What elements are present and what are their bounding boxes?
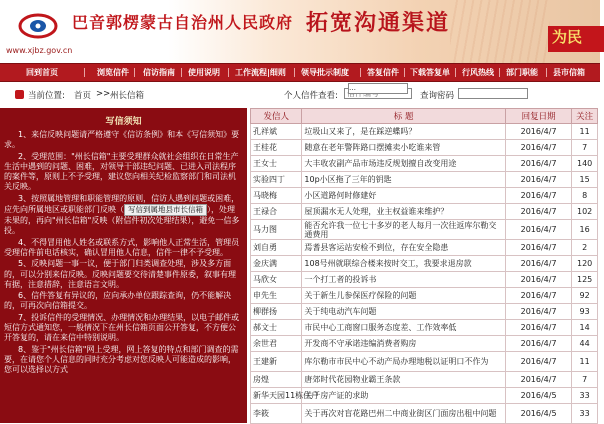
cell-date: 2016/4/7 [505,240,571,256]
cell-count: 15 [572,172,598,188]
table-row[interactable] [251,304,598,320]
cell-date: 2016/4/7 [505,256,571,272]
cell-sender: 新华天园11栋住户 [251,388,302,404]
table-row[interactable] [251,124,598,140]
rule-item: 4、不得冒用他人姓名或联系方式，影响他人正常生活，管理员受理信件前电话核实，确认冒用他人信息，信件一律不予受理。 [4,237,240,257]
table-row[interactable] [251,140,598,156]
cell-date: 2016/4/7 [505,288,571,304]
cell-title-link[interactable]: 唐郊时代花园物业霸王条款 [302,372,505,388]
cell-title-link[interactable]: 屋顶漏水无人处理，业主权益谁来维护？ [302,204,505,220]
table-row[interactable] [251,220,598,240]
header-slogan: 拓宽沟通渠道 [306,10,451,36]
cell-date: 2016/4/7 [505,336,571,352]
cell-title-link[interactable]: 市民中心工商窗口服务态度差、工作效率低 [302,320,505,336]
cell-title-link[interactable]: 小区道路何时修建好 [302,188,505,204]
cell-count: 93 [572,304,598,320]
cell-date: 2016/4/7 [505,188,571,204]
table-header-row [251,109,598,124]
nav-petition-guide[interactable]: 信访指南 [143,68,175,77]
rules-text [4,130,242,377]
rule-item-part: ），处理未果的，再向"州长信箱"反映（附信件初次处理结果），避免一信多投。 [4,205,240,236]
rule-item-part: 3、按照属地管理和职能管理的原则，信访人遇到问题或困难，应先向所属地区或职能部门反映（ [4,193,240,215]
password-input[interactable] [458,88,528,99]
personal-letter-label: 个人信件查看: [284,91,338,101]
cell-title-link[interactable]: 一个打工者的投诉书 [302,272,505,288]
cell-date: 2016/4/7 [505,172,571,188]
cell-sender: 孔祥斌 [251,124,302,140]
cell-sender: 房煌 [251,372,302,388]
column-header-count: 关注 [572,109,598,124]
table-row[interactable] [251,320,598,336]
cell-sender: 马欣女 [251,272,302,288]
nav-separator [499,68,500,77]
rule-item: 2、受理范围："州长信箱"主要受理群众就社会组织在日常生产生活中遇到的问题、困难，对领导干部违纪问题、已进入司法程序的案件等，原则上不予受理，建议您向相关纪检监察部门和司法机关反映。 [4,151,239,192]
cell-title-link[interactable]: 关于纯电动汽车问题 [302,304,505,320]
cell-count: 14 [572,320,598,336]
location-label: 当前位置: [28,91,65,101]
nav-separator [294,68,295,77]
table-row[interactable] [251,288,598,304]
letters-table-wrap [250,108,600,424]
nav-separator [404,68,405,77]
cell-sender: 马力图 [251,220,302,240]
cell-date: 2016/4/7 [505,272,571,288]
nav-hotline[interactable]: 行风热线 [462,68,494,77]
password-label: 查询密码 [420,91,455,101]
table-row[interactable] [251,256,598,272]
cell-count: 120 [572,256,598,272]
nav-separator [455,68,456,77]
header-decoration [450,0,550,63]
cell-title-link[interactable]: 10p小区拖了三年的钥匙 [302,172,505,188]
cell-title-link[interactable]: 108号州就联综合楼来按时交工，我要求退房款 [302,256,505,272]
cell-sender: 刘自勇 [251,240,302,256]
column-header-title: 标 题 [302,109,505,124]
table-row[interactable] [251,172,598,188]
nav-download-reply[interactable]: 下载答复单 [410,68,450,77]
table-row[interactable] [251,372,598,388]
cell-date: 2016/4/7 [505,156,571,172]
nav-home[interactable]: 回到首页 [26,68,58,77]
table-row[interactable] [251,204,598,220]
cell-title-link[interactable]: 大丰收农副产品市场违反规划擅自改变用途 [302,156,505,172]
breadcrumb-current: 州长信箱 [110,91,145,101]
cell-title-link[interactable]: 库尔勒市市民中心不动产局办理地税以证明口不作为 [302,352,505,372]
location-icon [15,90,24,99]
table-row[interactable] [251,404,598,424]
cell-count: 8 [572,188,598,204]
rule-item: 5、反映问题一事一议，便于部门归类调查处理，涉及多方面的，可以分别来信反映。反映问题要交待清楚事件原委，叙事有理有据，注意措辞，注意语言文明。 [4,259,236,289]
nav-workflow[interactable]: 工作流程|细则 [235,68,286,77]
cell-count: 33 [572,404,598,424]
cell-date: 2016/4/7 [505,352,571,372]
breadcrumb-separator: >> [96,89,111,99]
cell-title-link[interactable]: 关于房产证的求助 [302,388,505,404]
cell-sender: 王女士 [251,156,302,172]
table-row[interactable] [251,352,598,372]
table-row[interactable] [251,388,598,404]
table-row[interactable] [251,240,598,256]
nav-separator [181,68,182,77]
cell-date: 2016/4/7 [505,124,571,140]
cell-title-link[interactable]: 能否允许我一位七十多岁的老人每月一次往返库尔勒交通费用 [302,220,505,240]
nav-separator [228,68,229,77]
cell-date: 2016/4/7 [505,372,571,388]
table-row[interactable] [251,156,598,172]
rule-item [4,194,242,237]
nav-reply-letters[interactable]: 答复信件 [367,68,399,77]
county-mailbox-button[interactable]: 写信到属地县市长信箱 [124,204,207,216]
cell-count: 33 [572,388,598,404]
cell-sender: 郝文士 [251,320,302,336]
cell-count: 92 [572,288,598,304]
rule-item: 8、鉴于"州长信箱"网上受理，网上答复的特点和部门调查的需要，在请您个人信息的同时充分考虑对您反映人可能造成的影响，您可以选择以方式 [4,344,239,375]
cell-date: 2016/4/7 [505,204,571,220]
table-row[interactable] [251,188,598,204]
column-header-sender: 发信人 [251,109,302,124]
cell-title-link[interactable]: 随意在老年警阵路口摆摊卖小吃谁来管 [302,140,505,156]
cell-count: 102 [572,204,598,220]
cell-count: 7 [572,140,598,156]
main-nav [0,63,600,82]
nav-browse-letters[interactable]: 浏览信件 [97,68,129,77]
cell-date: 2016/4/5 [505,404,571,424]
cell-sender: 金庆满 [251,256,302,272]
cell-count: 44 [572,336,598,352]
cell-count: 140 [572,156,598,172]
cell-title-link[interactable]: 关于再次对盲花路巴州二中商业街区门面房出租中问题 [302,404,505,424]
site-logo-icon[interactable] [18,10,58,40]
letters-table [250,108,598,424]
site-title: 巴音郭楞蒙古自治州人民政府 [72,13,294,32]
cell-title-link[interactable]: 关于新生儿参保医疗保险的问题 [302,288,505,304]
table-row[interactable] [251,272,598,288]
cell-sender: 王建新 [251,352,302,372]
cell-sender: 王桂花 [251,140,302,156]
cell-date: 2016/4/7 [505,140,571,156]
rule-item: 1、来信反映问题请严格遵守《信访条例》和本《写信须知》要求。 [4,130,240,150]
cell-sender: 柳群扬 [251,304,302,320]
nav-separator [84,68,85,77]
header-side-text: 为民 [548,26,604,52]
site-header [0,0,600,63]
cell-sender: 实验四丁 [251,172,302,188]
cell-sender: 李筱 [251,404,302,424]
cell-sender: 申先生 [251,288,302,304]
cell-sender: 余世君 [251,336,302,352]
cell-count: 16 [572,220,598,240]
cell-date: 2016/4/5 [505,388,571,404]
rules-panel [0,108,247,423]
table-row[interactable] [251,336,598,352]
cell-date: 2016/4/7 [505,304,571,320]
cell-count: 125 [572,272,598,288]
nav-leader-instruction[interactable]: 领导批示制度 [301,68,349,77]
column-header-date: 回复日期 [505,109,571,124]
cell-count: 11 [572,352,598,372]
cell-count: 2 [572,240,598,256]
rule-item: 7、投诉信件的受理情况、办理情况和办理结果，以电子邮件或短信方式通知您，一般情况下在州长信箱页面公开答复，不方便公开答复的，请在来信中特别说明。 [4,312,240,343]
cell-title-link[interactable]: 开发商不守承诺违编消费者购房 [302,336,505,352]
top-select[interactable] [348,83,408,94]
location-bar [0,85,600,105]
nav-separator [360,68,361,77]
cell-date: 2016/4/7 [505,320,571,336]
cell-title-link[interactable]: 焉耆县客运站安检不到位，存在安全隐患 [302,240,505,256]
site-domain: www.xjbz.gov.cn [6,46,73,55]
cell-date: 2016/4/7 [505,220,571,240]
cell-title-link[interactable]: 垃圾山又来了，是在踩逆蝶吗？ [302,124,505,140]
cell-count: 11 [572,124,598,140]
nav-usage[interactable]: 使用说明 [188,68,220,77]
breadcrumb-home[interactable]: 首页 [74,91,92,101]
cell-sender: 马晓梅 [251,188,302,204]
top-select-value: … [349,84,356,92]
nav-county-mailbox[interactable]: 县市信箱 [553,68,585,77]
rules-title: 写信须知 [105,117,142,127]
nav-separator [546,68,547,77]
cell-count: 7 [572,372,598,388]
rule-item: 6、信件答复有异议的，应向承办单位跟踪查询，仍不能解决的，可再次向信箱提交。 [4,291,232,311]
cell-sender: 王禄合 [251,204,302,220]
nav-separator [134,68,135,77]
nav-department-functions[interactable]: 部门职能 [506,68,538,77]
